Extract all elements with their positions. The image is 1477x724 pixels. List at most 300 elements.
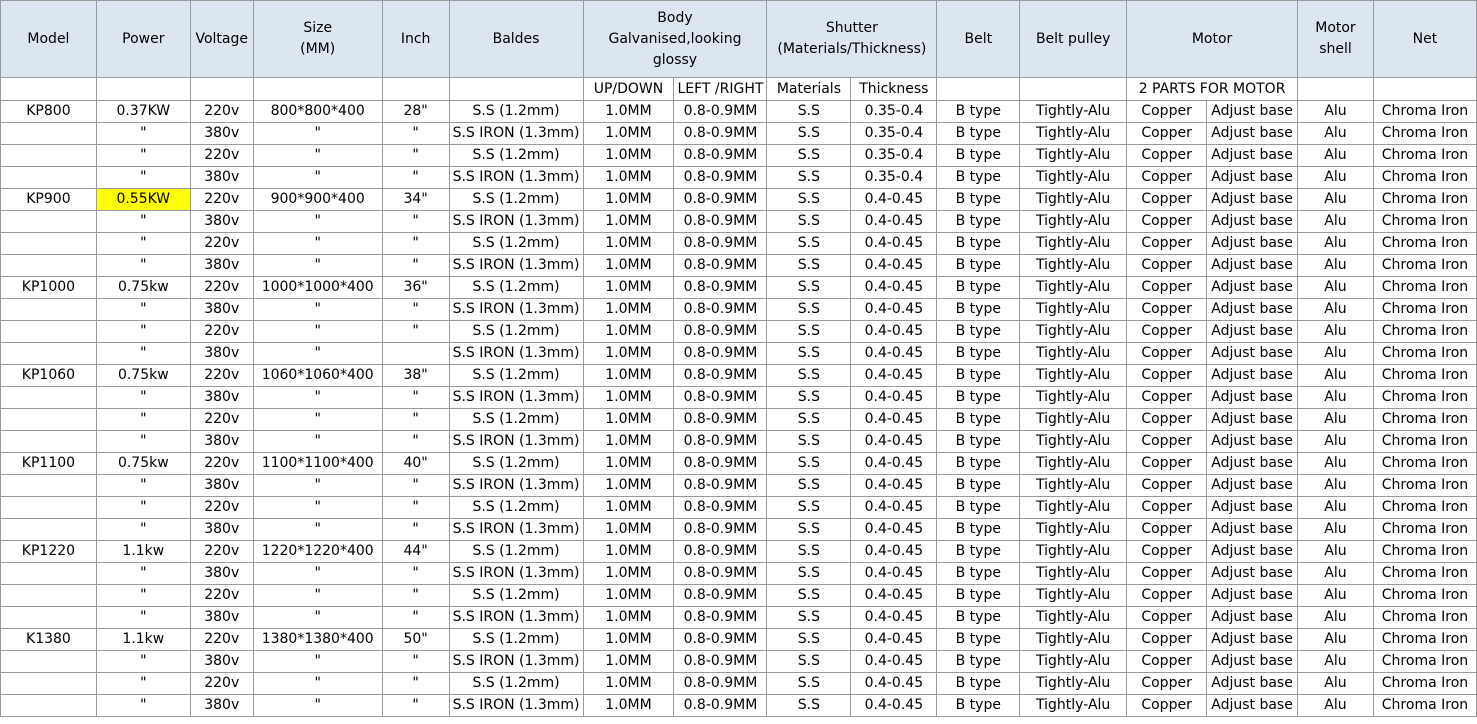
inch-cell: 44": [382, 541, 449, 563]
header-size: Size (MM): [253, 1, 382, 78]
inch-cell: ": [382, 387, 449, 409]
shutter-material-cell: S.S: [767, 365, 851, 387]
inch-cell: 40": [382, 453, 449, 475]
motor-shell-cell: Alu: [1298, 673, 1374, 695]
body-up-down-cell: 1.0MM: [583, 585, 674, 607]
body-left-right-cell: 0.8-0.9MM: [674, 277, 767, 299]
body-left-right-cell: 0.8-0.9MM: [674, 651, 767, 673]
body-up-down-cell: 1.0MM: [583, 453, 674, 475]
body-left-right-cell: 0.8-0.9MM: [674, 607, 767, 629]
shutter-thickness-cell: 0.4-0.45: [851, 343, 937, 365]
body-left-right-cell: 0.8-0.9MM: [674, 365, 767, 387]
shutter-thickness-cell: 0.35-0.4: [851, 167, 937, 189]
voltage-cell: 380v: [190, 695, 253, 717]
motor-base-cell: Adjust base: [1207, 431, 1298, 453]
subheader-empty: [253, 78, 382, 101]
inch-cell: ": [382, 255, 449, 277]
belt-cell: B type: [937, 497, 1020, 519]
blades-cell: S.S IRON (1.3mm): [449, 387, 583, 409]
table-row: [1, 101, 1477, 123]
power-cell: ": [96, 519, 190, 541]
motor-shell-cell: Alu: [1298, 123, 1374, 145]
voltage-cell: 220v: [190, 233, 253, 255]
body-up-down-cell: 1.0MM: [583, 211, 674, 233]
header-model: Model: [1, 1, 97, 78]
net-cell: Chroma Iron: [1373, 585, 1476, 607]
belt-pulley-cell: Tightly-Alu: [1020, 277, 1127, 299]
motor-shell-cell: Alu: [1298, 651, 1374, 673]
voltage-cell: 220v: [190, 497, 253, 519]
belt-cell: B type: [937, 673, 1020, 695]
voltage-cell: 220v: [190, 453, 253, 475]
blades-cell: S.S IRON (1.3mm): [449, 607, 583, 629]
shutter-thickness-cell: 0.4-0.45: [851, 365, 937, 387]
size-cell: ": [253, 233, 382, 255]
shutter-material-cell: S.S: [767, 673, 851, 695]
belt-pulley-cell: Tightly-Alu: [1020, 453, 1127, 475]
motor-part-cell: Copper: [1127, 189, 1207, 211]
blades-cell: S.S (1.2mm): [449, 673, 583, 695]
size-cell: ": [253, 255, 382, 277]
header-row: [1, 1, 1477, 78]
belt-pulley-cell: Tightly-Alu: [1020, 233, 1127, 255]
shutter-material-cell: S.S: [767, 497, 851, 519]
net-cell: Chroma Iron: [1373, 519, 1476, 541]
table-row: [1, 211, 1477, 233]
motor-part-cell: Copper: [1127, 607, 1207, 629]
belt-pulley-cell: Tightly-Alu: [1020, 189, 1127, 211]
blades-cell: S.S IRON (1.3mm): [449, 167, 583, 189]
subheader-empty: [449, 78, 583, 101]
body-up-down-cell: 1.0MM: [583, 607, 674, 629]
voltage-cell: 220v: [190, 629, 253, 651]
body-left-right-cell: 0.8-0.9MM: [674, 387, 767, 409]
size-cell: 800*800*400: [253, 101, 382, 123]
body-left-right-cell: 0.8-0.9MM: [674, 145, 767, 167]
motor-part-cell: Copper: [1127, 255, 1207, 277]
header-inch: Inch: [382, 1, 449, 78]
shutter-thickness-cell: 0.4-0.45: [851, 651, 937, 673]
net-cell: Chroma Iron: [1373, 387, 1476, 409]
subheader-empty: [96, 78, 190, 101]
voltage-cell: 220v: [190, 189, 253, 211]
model-cell: [1, 673, 97, 695]
body-up-down-cell: 1.0MM: [583, 365, 674, 387]
belt-pulley-cell: Tightly-Alu: [1020, 431, 1127, 453]
shutter-thickness-cell: 0.4-0.45: [851, 629, 937, 651]
motor-part-cell: Copper: [1127, 563, 1207, 585]
body-left-right-cell: 0.8-0.9MM: [674, 695, 767, 717]
body-left-right-cell: 0.8-0.9MM: [674, 673, 767, 695]
motor-shell-cell: Alu: [1298, 475, 1374, 497]
shutter-material-cell: S.S: [767, 189, 851, 211]
belt-cell: B type: [937, 167, 1020, 189]
body-up-down-cell: 1.0MM: [583, 343, 674, 365]
table-row: [1, 233, 1477, 255]
shutter-material-cell: S.S: [767, 277, 851, 299]
body-up-down-cell: 1.0MM: [583, 255, 674, 277]
motor-part-cell: Copper: [1127, 299, 1207, 321]
blades-cell: S.S (1.2mm): [449, 541, 583, 563]
shutter-thickness-cell: 0.4-0.45: [851, 497, 937, 519]
body-left-right-cell: 0.8-0.9MM: [674, 167, 767, 189]
shutter-thickness-cell: 0.4-0.45: [851, 695, 937, 717]
motor-part-cell: Copper: [1127, 497, 1207, 519]
blades-cell: S.S IRON (1.3mm): [449, 123, 583, 145]
motor-base-cell: Adjust base: [1207, 101, 1298, 123]
motor-part-cell: Copper: [1127, 409, 1207, 431]
motor-shell-cell: Alu: [1298, 453, 1374, 475]
model-cell: [1, 585, 97, 607]
shutter-material-cell: S.S: [767, 431, 851, 453]
belt-cell: B type: [937, 629, 1020, 651]
shutter-thickness-cell: 0.4-0.45: [851, 299, 937, 321]
motor-base-cell: Adjust base: [1207, 387, 1298, 409]
table-row: [1, 299, 1477, 321]
belt-cell: B type: [937, 365, 1020, 387]
model-cell: [1, 431, 97, 453]
table-row: [1, 321, 1477, 343]
belt-pulley-cell: Tightly-Alu: [1020, 321, 1127, 343]
body-up-down-cell: 1.0MM: [583, 299, 674, 321]
model-cell: [1, 475, 97, 497]
blades-cell: S.S IRON (1.3mm): [449, 563, 583, 585]
size-cell: ": [253, 387, 382, 409]
motor-shell-cell: Alu: [1298, 409, 1374, 431]
motor-shell-cell: Alu: [1298, 145, 1374, 167]
size-cell: 1380*1380*400: [253, 629, 382, 651]
size-cell: ": [253, 299, 382, 321]
shutter-material-cell: S.S: [767, 321, 851, 343]
table-row: [1, 365, 1477, 387]
body-left-right-cell: 0.8-0.9MM: [674, 189, 767, 211]
table-row: [1, 541, 1477, 563]
blades-cell: S.S (1.2mm): [449, 189, 583, 211]
belt-pulley-cell: Tightly-Alu: [1020, 409, 1127, 431]
body-left-right-cell: 0.8-0.9MM: [674, 519, 767, 541]
shutter-material-cell: S.S: [767, 343, 851, 365]
power-cell: ": [96, 211, 190, 233]
shutter-material-cell: S.S: [767, 475, 851, 497]
shutter-thickness-cell: 0.4-0.45: [851, 585, 937, 607]
header-shutter: Shutter (Materials/Thickness): [767, 1, 937, 78]
subheader-empty: [1373, 78, 1476, 101]
net-cell: Chroma Iron: [1373, 563, 1476, 585]
motor-part-cell: Copper: [1127, 211, 1207, 233]
motor-shell-cell: Alu: [1298, 211, 1374, 233]
inch-cell: ": [382, 607, 449, 629]
inch-cell: 38": [382, 365, 449, 387]
belt-pulley-cell: Tightly-Alu: [1020, 519, 1127, 541]
blades-cell: S.S IRON (1.3mm): [449, 519, 583, 541]
motor-part-cell: Copper: [1127, 343, 1207, 365]
table-row: [1, 475, 1477, 497]
size-cell: ": [253, 431, 382, 453]
belt-cell: B type: [937, 519, 1020, 541]
model-cell: KP1060: [1, 365, 97, 387]
table-row: [1, 695, 1477, 717]
motor-base-cell: Adjust base: [1207, 365, 1298, 387]
net-cell: Chroma Iron: [1373, 145, 1476, 167]
belt-pulley-cell: Tightly-Alu: [1020, 695, 1127, 717]
voltage-cell: 380v: [190, 387, 253, 409]
shutter-material-cell: S.S: [767, 211, 851, 233]
motor-shell-cell: Alu: [1298, 299, 1374, 321]
model-cell: KP900: [1, 189, 97, 211]
inch-cell: ": [382, 123, 449, 145]
voltage-cell: 380v: [190, 343, 253, 365]
belt-cell: B type: [937, 541, 1020, 563]
size-cell: 1060*1060*400: [253, 365, 382, 387]
blades-cell: S.S (1.2mm): [449, 145, 583, 167]
shutter-thickness-cell: 0.4-0.45: [851, 475, 937, 497]
table-row: [1, 431, 1477, 453]
motor-base-cell: Adjust base: [1207, 321, 1298, 343]
shutter-material-cell: S.S: [767, 167, 851, 189]
motor-shell-cell: Alu: [1298, 607, 1374, 629]
shutter-material-cell: S.S: [767, 101, 851, 123]
shutter-material-cell: S.S: [767, 299, 851, 321]
power-cell: 1.1kw: [96, 629, 190, 651]
belt-pulley-cell: Tightly-Alu: [1020, 123, 1127, 145]
size-cell: ": [253, 563, 382, 585]
blades-cell: S.S IRON (1.3mm): [449, 343, 583, 365]
motor-part-cell: Copper: [1127, 321, 1207, 343]
subheader-left-right: LEFT /RIGHT: [674, 78, 767, 101]
motor-base-cell: Adjust base: [1207, 695, 1298, 717]
power-cell: ": [96, 387, 190, 409]
table-row: [1, 607, 1477, 629]
inch-cell: 36": [382, 277, 449, 299]
subheader-motor-note: 2 PARTS FOR MOTOR: [1127, 78, 1298, 101]
header-body: Body Galvanised,looking glossy: [583, 1, 767, 78]
belt-cell: B type: [937, 277, 1020, 299]
motor-part-cell: Copper: [1127, 387, 1207, 409]
power-cell: ": [96, 563, 190, 585]
motor-base-cell: Adjust base: [1207, 453, 1298, 475]
power-cell: ": [96, 145, 190, 167]
inch-cell: ": [382, 475, 449, 497]
inch-cell: ": [382, 519, 449, 541]
motor-shell-cell: Alu: [1298, 563, 1374, 585]
blades-cell: S.S (1.2mm): [449, 629, 583, 651]
net-cell: Chroma Iron: [1373, 321, 1476, 343]
size-cell: ": [253, 695, 382, 717]
body-up-down-cell: 1.0MM: [583, 145, 674, 167]
model-cell: [1, 211, 97, 233]
voltage-cell: 380v: [190, 211, 253, 233]
size-cell: ": [253, 651, 382, 673]
inch-cell: ": [382, 233, 449, 255]
subheader-up-down: UP/DOWN: [583, 78, 674, 101]
net-cell: Chroma Iron: [1373, 695, 1476, 717]
belt-pulley-cell: Tightly-Alu: [1020, 145, 1127, 167]
voltage-cell: 380v: [190, 431, 253, 453]
blades-cell: S.S IRON (1.3mm): [449, 211, 583, 233]
motor-part-cell: Copper: [1127, 167, 1207, 189]
motor-base-cell: Adjust base: [1207, 475, 1298, 497]
blades-cell: S.S (1.2mm): [449, 409, 583, 431]
power-cell: ": [96, 233, 190, 255]
power-cell: ": [96, 695, 190, 717]
body-up-down-cell: 1.0MM: [583, 321, 674, 343]
belt-pulley-cell: Tightly-Alu: [1020, 475, 1127, 497]
motor-part-cell: Copper: [1127, 475, 1207, 497]
table-row: [1, 453, 1477, 475]
table-row: [1, 585, 1477, 607]
blades-cell: S.S (1.2mm): [449, 585, 583, 607]
belt-cell: B type: [937, 211, 1020, 233]
size-cell: ": [253, 321, 382, 343]
body-left-right-cell: 0.8-0.9MM: [674, 233, 767, 255]
motor-part-cell: Copper: [1127, 145, 1207, 167]
table-row: [1, 673, 1477, 695]
size-cell: ": [253, 343, 382, 365]
table-row: [1, 255, 1477, 277]
shutter-thickness-cell: 0.4-0.45: [851, 431, 937, 453]
shutter-material-cell: S.S: [767, 233, 851, 255]
table-row: [1, 497, 1477, 519]
blades-cell: S.S (1.2mm): [449, 321, 583, 343]
belt-pulley-cell: Tightly-Alu: [1020, 651, 1127, 673]
power-cell: ": [96, 585, 190, 607]
motor-shell-cell: Alu: [1298, 695, 1374, 717]
net-cell: Chroma Iron: [1373, 211, 1476, 233]
motor-shell-cell: Alu: [1298, 101, 1374, 123]
net-cell: Chroma Iron: [1373, 365, 1476, 387]
motor-part-cell: Copper: [1127, 519, 1207, 541]
blades-cell: S.S (1.2mm): [449, 101, 583, 123]
table-row: [1, 409, 1477, 431]
model-cell: [1, 519, 97, 541]
model-cell: KP800: [1, 101, 97, 123]
motor-base-cell: Adjust base: [1207, 189, 1298, 211]
table-row: [1, 629, 1477, 651]
model-cell: [1, 299, 97, 321]
power-cell: 0.75kw: [96, 453, 190, 475]
belt-cell: B type: [937, 651, 1020, 673]
subheader-thickness: Thickness: [851, 78, 937, 101]
motor-shell-cell: Alu: [1298, 321, 1374, 343]
shutter-thickness-cell: 0.4-0.45: [851, 519, 937, 541]
motor-part-cell: Copper: [1127, 123, 1207, 145]
shutter-material-cell: S.S: [767, 563, 851, 585]
shutter-material-cell: S.S: [767, 695, 851, 717]
model-cell: [1, 255, 97, 277]
belt-cell: B type: [937, 695, 1020, 717]
belt-cell: B type: [937, 453, 1020, 475]
body-left-right-cell: 0.8-0.9MM: [674, 541, 767, 563]
subheader-empty: [1, 78, 97, 101]
voltage-cell: 380v: [190, 563, 253, 585]
inch-cell: ": [382, 321, 449, 343]
model-cell: [1, 343, 97, 365]
belt-pulley-cell: Tightly-Alu: [1020, 255, 1127, 277]
belt-pulley-cell: Tightly-Alu: [1020, 541, 1127, 563]
voltage-cell: 220v: [190, 409, 253, 431]
motor-base-cell: Adjust base: [1207, 585, 1298, 607]
body-left-right-cell: 0.8-0.9MM: [674, 211, 767, 233]
shutter-thickness-cell: 0.4-0.45: [851, 453, 937, 475]
voltage-cell: 380v: [190, 475, 253, 497]
voltage-cell: 220v: [190, 145, 253, 167]
body-left-right-cell: 0.8-0.9MM: [674, 585, 767, 607]
motor-shell-cell: Alu: [1298, 233, 1374, 255]
subheader-empty: [382, 78, 449, 101]
motor-shell-cell: Alu: [1298, 167, 1374, 189]
belt-pulley-cell: Tightly-Alu: [1020, 629, 1127, 651]
size-cell: 1100*1100*400: [253, 453, 382, 475]
shutter-material-cell: S.S: [767, 651, 851, 673]
shutter-thickness-cell: 0.4-0.45: [851, 277, 937, 299]
body-up-down-cell: 1.0MM: [583, 189, 674, 211]
belt-cell: B type: [937, 145, 1020, 167]
header-motor-shell: Motor shell: [1298, 1, 1374, 78]
power-cell: ": [96, 607, 190, 629]
power-cell: 0.55KW: [96, 189, 190, 211]
motor-base-cell: Adjust base: [1207, 343, 1298, 365]
power-cell: ": [96, 123, 190, 145]
size-cell: ": [253, 123, 382, 145]
belt-pulley-cell: Tightly-Alu: [1020, 101, 1127, 123]
body-left-right-cell: 0.8-0.9MM: [674, 321, 767, 343]
header-power: Power: [96, 1, 190, 78]
body-up-down-cell: 1.0MM: [583, 277, 674, 299]
model-cell: [1, 607, 97, 629]
table-row: [1, 167, 1477, 189]
net-cell: Chroma Iron: [1373, 651, 1476, 673]
shutter-thickness-cell: 0.4-0.45: [851, 673, 937, 695]
shutter-thickness-cell: 0.35-0.4: [851, 101, 937, 123]
model-cell: [1, 233, 97, 255]
motor-base-cell: Adjust base: [1207, 519, 1298, 541]
size-cell: ": [253, 145, 382, 167]
shutter-material-cell: S.S: [767, 585, 851, 607]
model-cell: [1, 409, 97, 431]
blades-cell: S.S IRON (1.3mm): [449, 475, 583, 497]
table-row: [1, 189, 1477, 211]
motor-base-cell: Adjust base: [1207, 541, 1298, 563]
body-up-down-cell: 1.0MM: [583, 541, 674, 563]
blades-cell: S.S (1.2mm): [449, 497, 583, 519]
net-cell: Chroma Iron: [1373, 101, 1476, 123]
table-row: [1, 277, 1477, 299]
size-cell: ": [253, 607, 382, 629]
size-cell: ": [253, 519, 382, 541]
motor-shell-cell: Alu: [1298, 585, 1374, 607]
subheader-empty: [1020, 78, 1127, 101]
table-row: [1, 651, 1477, 673]
belt-cell: B type: [937, 233, 1020, 255]
blades-cell: S.S IRON (1.3mm): [449, 299, 583, 321]
model-cell: [1, 145, 97, 167]
motor-shell-cell: Alu: [1298, 277, 1374, 299]
power-cell: ": [96, 343, 190, 365]
motor-part-cell: Copper: [1127, 673, 1207, 695]
body-up-down-cell: 1.0MM: [583, 387, 674, 409]
motor-base-cell: Adjust base: [1207, 563, 1298, 585]
motor-part-cell: Copper: [1127, 453, 1207, 475]
motor-base-cell: Adjust base: [1207, 673, 1298, 695]
shutter-thickness-cell: 0.4-0.45: [851, 233, 937, 255]
body-up-down-cell: 1.0MM: [583, 651, 674, 673]
motor-shell-cell: Alu: [1298, 629, 1374, 651]
header-belt: Belt: [937, 1, 1020, 78]
subheader-empty: [190, 78, 253, 101]
net-cell: Chroma Iron: [1373, 673, 1476, 695]
inch-cell: ": [382, 695, 449, 717]
net-cell: Chroma Iron: [1373, 409, 1476, 431]
